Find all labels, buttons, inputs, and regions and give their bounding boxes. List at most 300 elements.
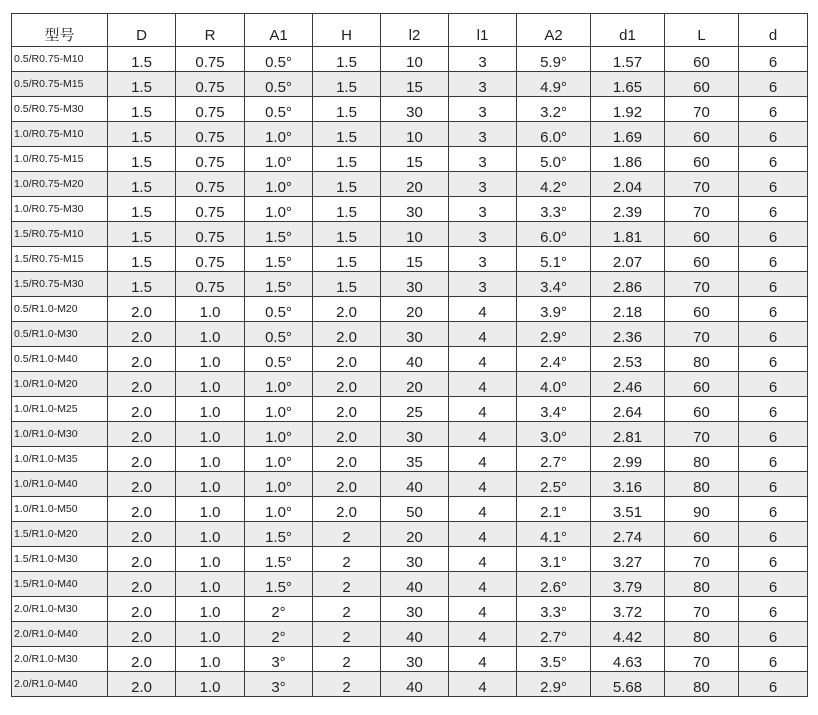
cell-l1: 4	[449, 597, 517, 622]
cell-model: 0.5/R0.75-M30	[12, 97, 108, 122]
table-row	[12, 147, 808, 172]
cell-d1: 2.53	[591, 347, 665, 372]
table-row	[12, 547, 808, 572]
cell-l-upper: 60	[665, 372, 739, 397]
cell-model: 1.0/R0.75-M15	[12, 147, 108, 172]
cell-d1: 1.92	[591, 97, 665, 122]
table-row	[12, 197, 808, 222]
header-row	[12, 14, 808, 47]
cell-a1: 1.0°	[245, 372, 313, 397]
cell-d-upper: 2.0	[108, 497, 176, 522]
cell-a1: 2°	[245, 597, 313, 622]
cell-r: 1.0	[176, 397, 245, 422]
cell-a1: 0.5°	[245, 72, 313, 97]
cell-r: 0.75	[176, 272, 245, 297]
cell-d-lower: 6	[739, 672, 808, 697]
cell-l1: 4	[449, 322, 517, 347]
cell-a2: 2.9°	[517, 322, 591, 347]
cell-d-lower: 6	[739, 597, 808, 622]
cell-l1: 4	[449, 447, 517, 472]
cell-d-lower: 6	[739, 472, 808, 497]
column-header-a1: A1	[245, 14, 313, 47]
cell-l2: 20	[381, 297, 449, 322]
cell-r: 1.0	[176, 447, 245, 472]
cell-a1: 1.0°	[245, 472, 313, 497]
cell-d1: 3.79	[591, 572, 665, 597]
cell-model: 1.5/R1.0-M30	[12, 547, 108, 572]
cell-a2: 2.7°	[517, 622, 591, 647]
cell-a2: 4.1°	[517, 522, 591, 547]
cell-d1: 3.27	[591, 547, 665, 572]
cell-l2: 20	[381, 372, 449, 397]
table-row	[12, 372, 808, 397]
cell-h: 1.5	[313, 272, 381, 297]
column-header-model: 型号	[12, 14, 108, 47]
cell-h: 2.0	[313, 297, 381, 322]
cell-model: 0.5/R1.0-M30	[12, 322, 108, 347]
cell-d1: 2.46	[591, 372, 665, 397]
cell-d-upper: 1.5	[108, 72, 176, 97]
cell-l2: 50	[381, 497, 449, 522]
cell-l1: 4	[449, 397, 517, 422]
cell-a1: 1.0°	[245, 397, 313, 422]
cell-l-upper: 70	[665, 422, 739, 447]
cell-l2: 10	[381, 47, 449, 72]
cell-r: 1.0	[176, 422, 245, 447]
cell-l-upper: 60	[665, 522, 739, 547]
cell-r: 0.75	[176, 197, 245, 222]
cell-a1: 1.0°	[245, 172, 313, 197]
cell-model: 1.5/R0.75-M10	[12, 222, 108, 247]
cell-l-upper: 60	[665, 397, 739, 422]
cell-l2: 30	[381, 547, 449, 572]
cell-a2: 6.0°	[517, 122, 591, 147]
cell-model: 1.0/R1.0-M50	[12, 497, 108, 522]
cell-d-lower: 6	[739, 572, 808, 597]
cell-l1: 3	[449, 122, 517, 147]
cell-model: 1.5/R1.0-M20	[12, 522, 108, 547]
cell-l2: 30	[381, 647, 449, 672]
cell-d-lower: 6	[739, 372, 808, 397]
cell-l-upper: 60	[665, 297, 739, 322]
cell-a2: 3.4°	[517, 397, 591, 422]
table-row	[12, 247, 808, 272]
cell-l1: 3	[449, 47, 517, 72]
cell-h: 2	[313, 672, 381, 697]
cell-l2: 15	[381, 72, 449, 97]
cell-l-upper: 80	[665, 672, 739, 697]
column-header-r: R	[176, 14, 245, 47]
cell-d-upper: 1.5	[108, 222, 176, 247]
cell-h: 2	[313, 622, 381, 647]
cell-d-lower: 6	[739, 197, 808, 222]
cell-d1: 2.86	[591, 272, 665, 297]
cell-r: 0.75	[176, 147, 245, 172]
cell-model: 2.0/R1.0-M40	[12, 622, 108, 647]
cell-l-upper: 60	[665, 47, 739, 72]
cell-d1: 2.81	[591, 422, 665, 447]
cell-d-upper: 1.5	[108, 147, 176, 172]
cell-l-upper: 80	[665, 347, 739, 372]
cell-h: 1.5	[313, 147, 381, 172]
cell-d1: 5.68	[591, 672, 665, 697]
cell-d-upper: 2.0	[108, 397, 176, 422]
cell-a2: 2.4°	[517, 347, 591, 372]
cell-l2: 20	[381, 172, 449, 197]
cell-l-upper: 70	[665, 322, 739, 347]
cell-h: 2.0	[313, 447, 381, 472]
table-row	[12, 97, 808, 122]
cell-r: 1.0	[176, 472, 245, 497]
cell-r: 1.0	[176, 547, 245, 572]
cell-r: 1.0	[176, 497, 245, 522]
cell-l1: 4	[449, 622, 517, 647]
cell-d-upper: 2.0	[108, 622, 176, 647]
cell-d-lower: 6	[739, 647, 808, 672]
cell-d1: 1.69	[591, 122, 665, 147]
cell-l1: 3	[449, 147, 517, 172]
cell-l1: 4	[449, 297, 517, 322]
cell-a1: 1.0°	[245, 447, 313, 472]
cell-a2: 4.9°	[517, 72, 591, 97]
cell-d1: 2.07	[591, 247, 665, 272]
cell-a2: 5.1°	[517, 247, 591, 272]
cell-d-upper: 2.0	[108, 347, 176, 372]
cell-d1: 2.18	[591, 297, 665, 322]
cell-l2: 40	[381, 572, 449, 597]
table-row	[12, 447, 808, 472]
cell-d1: 4.63	[591, 647, 665, 672]
cell-h: 1.5	[313, 247, 381, 272]
table-row	[12, 497, 808, 522]
cell-model: 2.0/R1.0-M30	[12, 597, 108, 622]
cell-l1: 4	[449, 547, 517, 572]
cell-h: 2.0	[313, 422, 381, 447]
cell-a1: 1.5°	[245, 247, 313, 272]
cell-d-upper: 2.0	[108, 597, 176, 622]
cell-l1: 3	[449, 72, 517, 97]
cell-h: 1.5	[313, 72, 381, 97]
table-row	[12, 647, 808, 672]
cell-l-upper: 60	[665, 247, 739, 272]
cell-l2: 30	[381, 272, 449, 297]
cell-r: 1.0	[176, 672, 245, 697]
cell-h: 1.5	[313, 47, 381, 72]
column-header-l1: l1	[449, 14, 517, 47]
cell-d-upper: 2.0	[108, 372, 176, 397]
cell-d-upper: 2.0	[108, 522, 176, 547]
cell-a2: 4.2°	[517, 172, 591, 197]
cell-l-upper: 80	[665, 572, 739, 597]
cell-h: 2	[313, 597, 381, 622]
cell-l1: 4	[449, 572, 517, 597]
cell-l1: 3	[449, 172, 517, 197]
cell-r: 0.75	[176, 47, 245, 72]
table-row	[12, 47, 808, 72]
cell-l2: 30	[381, 97, 449, 122]
cell-d-upper: 1.5	[108, 97, 176, 122]
cell-a1: 0.5°	[245, 322, 313, 347]
cell-d-lower: 6	[739, 147, 808, 172]
cell-d-upper: 2.0	[108, 322, 176, 347]
cell-r: 1.0	[176, 522, 245, 547]
cell-d1: 2.74	[591, 522, 665, 547]
cell-r: 1.0	[176, 322, 245, 347]
cell-l-upper: 70	[665, 647, 739, 672]
cell-r: 1.0	[176, 347, 245, 372]
cell-a1: 0.5°	[245, 347, 313, 372]
cell-d1: 2.64	[591, 397, 665, 422]
cell-l2: 40	[381, 472, 449, 497]
cell-d1: 1.86	[591, 147, 665, 172]
cell-l1: 4	[449, 522, 517, 547]
cell-h: 2.0	[313, 322, 381, 347]
cell-l-upper: 80	[665, 622, 739, 647]
cell-model: 0.5/R1.0-M20	[12, 297, 108, 322]
cell-a1: 1.5°	[245, 222, 313, 247]
cell-l1: 4	[449, 647, 517, 672]
cell-d-lower: 6	[739, 397, 808, 422]
cell-h: 2.0	[313, 472, 381, 497]
cell-a1: 1.0°	[245, 497, 313, 522]
cell-d1: 2.36	[591, 322, 665, 347]
cell-l1: 4	[449, 497, 517, 522]
table-row	[12, 572, 808, 597]
cell-d-lower: 6	[739, 622, 808, 647]
cell-d1: 2.04	[591, 172, 665, 197]
cell-d1: 3.72	[591, 597, 665, 622]
cell-d-lower: 6	[739, 172, 808, 197]
table-row	[12, 122, 808, 147]
cell-d-upper: 1.5	[108, 47, 176, 72]
cell-d1: 1.65	[591, 72, 665, 97]
table-row	[12, 347, 808, 372]
table-row	[12, 622, 808, 647]
cell-d-upper: 2.0	[108, 672, 176, 697]
cell-l-upper: 80	[665, 472, 739, 497]
cell-l-upper: 70	[665, 272, 739, 297]
cell-d-lower: 6	[739, 322, 808, 347]
cell-r: 1.0	[176, 622, 245, 647]
table-row	[12, 72, 808, 97]
cell-h: 2.0	[313, 372, 381, 397]
cell-a1: 1.5°	[245, 522, 313, 547]
cell-a2: 2.6°	[517, 572, 591, 597]
table-row	[12, 672, 808, 697]
cell-a1: 1.0°	[245, 197, 313, 222]
cell-d-upper: 1.5	[108, 247, 176, 272]
cell-a1: 1.0°	[245, 122, 313, 147]
cell-d-upper: 2.0	[108, 297, 176, 322]
cell-a1: 0.5°	[245, 47, 313, 72]
cell-l1: 4	[449, 672, 517, 697]
cell-a2: 3.3°	[517, 197, 591, 222]
cell-d-lower: 6	[739, 297, 808, 322]
cell-h: 2	[313, 547, 381, 572]
column-header-a2: A2	[517, 14, 591, 47]
cell-a2: 2.7°	[517, 447, 591, 472]
cell-l1: 4	[449, 472, 517, 497]
cell-l1: 3	[449, 197, 517, 222]
cell-l-upper: 60	[665, 72, 739, 97]
cell-l-upper: 60	[665, 122, 739, 147]
cell-r: 0.75	[176, 72, 245, 97]
cell-a2: 5.0°	[517, 147, 591, 172]
cell-d-upper: 2.0	[108, 422, 176, 447]
cell-d-upper: 2.0	[108, 647, 176, 672]
cell-l1: 3	[449, 272, 517, 297]
cell-a2: 3.0°	[517, 422, 591, 447]
table-row	[12, 272, 808, 297]
cell-model: 1.0/R0.75-M30	[12, 197, 108, 222]
cell-l2: 10	[381, 122, 449, 147]
cell-model: 0.5/R0.75-M15	[12, 72, 108, 97]
cell-l2: 40	[381, 622, 449, 647]
cell-l2: 15	[381, 247, 449, 272]
cell-a1: 1.5°	[245, 272, 313, 297]
cell-h: 2	[313, 522, 381, 547]
cell-h: 2	[313, 647, 381, 672]
table-row	[12, 322, 808, 347]
cell-h: 2.0	[313, 347, 381, 372]
cell-l1: 4	[449, 372, 517, 397]
cell-d1: 2.39	[591, 197, 665, 222]
cell-l2: 20	[381, 522, 449, 547]
cell-d-lower: 6	[739, 522, 808, 547]
cell-l2: 40	[381, 672, 449, 697]
cell-a2: 3.9°	[517, 297, 591, 322]
table-row	[12, 297, 808, 322]
table-body	[12, 47, 808, 697]
cell-d-upper: 2.0	[108, 447, 176, 472]
cell-d-upper: 1.5	[108, 122, 176, 147]
cell-d-lower: 6	[739, 347, 808, 372]
cell-model: 1.0/R1.0-M30	[12, 422, 108, 447]
cell-l1: 4	[449, 347, 517, 372]
cell-d1: 3.16	[591, 472, 665, 497]
cell-r: 1.0	[176, 572, 245, 597]
cell-r: 1.0	[176, 297, 245, 322]
cell-a2: 2.1°	[517, 497, 591, 522]
cell-a1: 0.5°	[245, 297, 313, 322]
column-header-d-upper: D	[108, 14, 176, 47]
cell-h: 2	[313, 572, 381, 597]
cell-d-lower: 6	[739, 47, 808, 72]
cell-model: 1.5/R1.0-M40	[12, 572, 108, 597]
cell-h: 1.5	[313, 222, 381, 247]
cell-r: 1.0	[176, 597, 245, 622]
cell-d-upper: 2.0	[108, 547, 176, 572]
cell-a2: 2.5°	[517, 472, 591, 497]
cell-l2: 30	[381, 322, 449, 347]
cell-d-upper: 2.0	[108, 472, 176, 497]
cell-a2: 3.2°	[517, 97, 591, 122]
cell-h: 1.5	[313, 122, 381, 147]
cell-d-upper: 1.5	[108, 172, 176, 197]
cell-model: 1.0/R0.75-M20	[12, 172, 108, 197]
cell-h: 1.5	[313, 97, 381, 122]
cell-h: 1.5	[313, 172, 381, 197]
cell-d-upper: 1.5	[108, 272, 176, 297]
cell-l-upper: 70	[665, 197, 739, 222]
cell-l2: 30	[381, 597, 449, 622]
cell-l-upper: 70	[665, 172, 739, 197]
table-row	[12, 222, 808, 247]
cell-l-upper: 60	[665, 147, 739, 172]
cell-model: 1.0/R0.75-M10	[12, 122, 108, 147]
cell-h: 1.5	[313, 197, 381, 222]
cell-r: 0.75	[176, 222, 245, 247]
cell-l2: 40	[381, 347, 449, 372]
cell-model: 0.5/R1.0-M40	[12, 347, 108, 372]
cell-d-lower: 6	[739, 122, 808, 147]
cell-d-lower: 6	[739, 547, 808, 572]
cell-d1: 3.51	[591, 497, 665, 522]
cell-a1: 2°	[245, 622, 313, 647]
cell-model: 1.5/R0.75-M30	[12, 272, 108, 297]
cell-l-upper: 70	[665, 97, 739, 122]
cell-d-lower: 6	[739, 72, 808, 97]
cell-d-lower: 6	[739, 97, 808, 122]
cell-d1: 1.81	[591, 222, 665, 247]
cell-l-upper: 70	[665, 547, 739, 572]
cell-h: 2.0	[313, 497, 381, 522]
column-header-l2: l2	[381, 14, 449, 47]
cell-r: 0.75	[176, 122, 245, 147]
cell-h: 2.0	[313, 397, 381, 422]
cell-r: 0.75	[176, 97, 245, 122]
cell-a2: 3.1°	[517, 547, 591, 572]
cell-model: 0.5/R0.75-M10	[12, 47, 108, 72]
cell-l-upper: 60	[665, 222, 739, 247]
cell-a2: 2.9°	[517, 672, 591, 697]
column-header-l-upper: L	[665, 14, 739, 47]
cell-l2: 30	[381, 422, 449, 447]
cell-d-lower: 6	[739, 247, 808, 272]
cell-l-upper: 80	[665, 447, 739, 472]
table-row	[12, 522, 808, 547]
cell-model: 1.0/R1.0-M20	[12, 372, 108, 397]
cell-l1: 4	[449, 422, 517, 447]
cell-d-upper: 2.0	[108, 572, 176, 597]
cell-model: 1.0/R1.0-M40	[12, 472, 108, 497]
cell-a2: 3.5°	[517, 647, 591, 672]
cell-model: 1.0/R1.0-M25	[12, 397, 108, 422]
cell-model: 1.5/R0.75-M15	[12, 247, 108, 272]
table-row	[12, 172, 808, 197]
cell-model: 2.0/R1.0-M40	[12, 672, 108, 697]
cell-a1: 0.5°	[245, 97, 313, 122]
cell-model: 1.0/R1.0-M35	[12, 447, 108, 472]
cell-r: 0.75	[176, 247, 245, 272]
cell-a2: 4.0°	[517, 372, 591, 397]
cell-l2: 25	[381, 397, 449, 422]
cell-d-upper: 1.5	[108, 197, 176, 222]
cell-d1: 1.57	[591, 47, 665, 72]
cell-d1: 4.42	[591, 622, 665, 647]
cell-a2: 5.9°	[517, 47, 591, 72]
column-header-d1: d1	[591, 14, 665, 47]
cell-d1: 2.99	[591, 447, 665, 472]
cell-l-upper: 70	[665, 597, 739, 622]
cell-l1: 3	[449, 97, 517, 122]
cell-l2: 35	[381, 447, 449, 472]
cell-a1: 1.0°	[245, 147, 313, 172]
cell-model: 2.0/R1.0-M30	[12, 647, 108, 672]
cell-d-lower: 6	[739, 272, 808, 297]
cell-a2: 3.4°	[517, 272, 591, 297]
cell-d-lower: 6	[739, 422, 808, 447]
